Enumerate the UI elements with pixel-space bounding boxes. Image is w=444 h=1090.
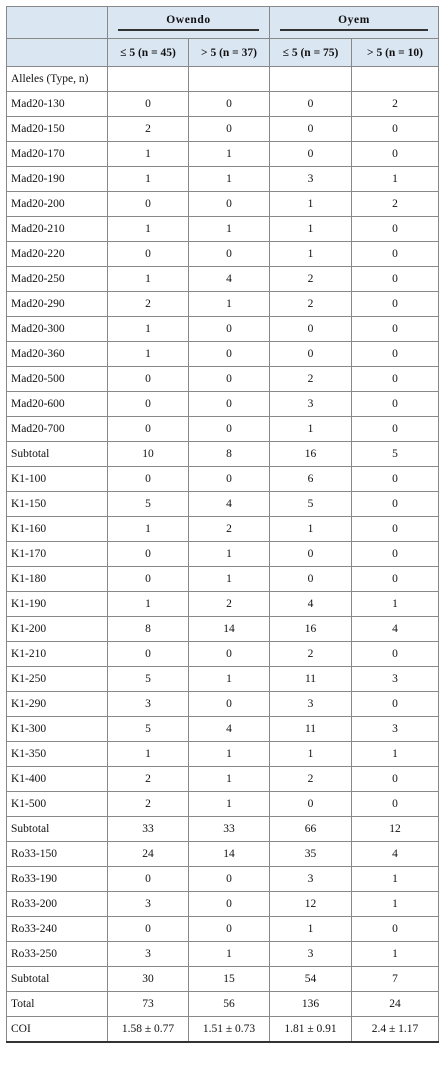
table-cell: 0 — [352, 692, 439, 717]
table-cell: 0 — [270, 567, 352, 592]
table-row — [7, 492, 439, 517]
table-row — [7, 317, 439, 342]
table-cell: 0 — [352, 317, 439, 342]
row-label: Mad20-360 — [7, 342, 108, 367]
table-row — [7, 967, 439, 992]
table-cell — [189, 67, 270, 92]
table-cell: 1 — [270, 417, 352, 442]
group-header-owendo — [108, 7, 270, 39]
row-label: K1-350 — [7, 742, 108, 767]
table-cell: 0 — [270, 342, 352, 367]
table-row — [7, 692, 439, 717]
table-cell: 0 — [108, 192, 189, 217]
table-row — [7, 667, 439, 692]
table-cell: 0 — [352, 267, 439, 292]
table-cell: 16 — [270, 617, 352, 642]
table-cell: 1 — [189, 542, 270, 567]
row-label: Ro33-250 — [7, 942, 108, 967]
table-cell: 0 — [189, 642, 270, 667]
table-cell: 3 — [270, 942, 352, 967]
table-cell: 4 — [189, 492, 270, 517]
table-row — [7, 542, 439, 567]
table-cell: 1 — [189, 767, 270, 792]
table-cell: 2 — [270, 367, 352, 392]
row-label: Mad20-290 — [7, 292, 108, 317]
table-cell: 2 — [270, 267, 352, 292]
table-cell: 1 — [270, 217, 352, 242]
table-cell: 5 — [352, 442, 439, 467]
table-cell: 2 — [108, 767, 189, 792]
table-cell: 0 — [108, 642, 189, 667]
table-row — [7, 117, 439, 142]
table-cell: 1 — [270, 917, 352, 942]
table-body — [7, 67, 439, 1042]
row-label: K1-170 — [7, 542, 108, 567]
table-cell: 4 — [270, 592, 352, 617]
table-cell: 0 — [189, 917, 270, 942]
table-cell: 15 — [189, 967, 270, 992]
table-cell: 1 — [189, 217, 270, 242]
table-cell: 1.58 ± 0.77 — [108, 1017, 189, 1042]
table-cell: 1 — [189, 792, 270, 817]
table-cell: 33 — [108, 817, 189, 842]
table-cell: 54 — [270, 967, 352, 992]
table-cell — [108, 67, 189, 92]
table-row — [7, 217, 439, 242]
table-cell: 3 — [352, 717, 439, 742]
table-row — [7, 842, 439, 867]
table-row — [7, 292, 439, 317]
table-row — [7, 617, 439, 642]
table-cell: 1 — [189, 567, 270, 592]
table-cell: 1.51 ± 0.73 — [189, 1017, 270, 1042]
table-cell: 66 — [270, 817, 352, 842]
table-row — [7, 192, 439, 217]
table-row — [7, 792, 439, 817]
table-row — [7, 142, 439, 167]
table-cell: 1 — [352, 167, 439, 192]
table-cell: 1 — [108, 217, 189, 242]
group-header-oyem — [270, 7, 439, 39]
table-cell: 0 — [189, 892, 270, 917]
row-label: Subtotal — [7, 817, 108, 842]
row-label: Ro33-200 — [7, 892, 108, 917]
table-cell: 1 — [352, 592, 439, 617]
table-cell: 3 — [108, 692, 189, 717]
table-cell: 0 — [352, 292, 439, 317]
row-label: Alleles (Type, n) — [7, 67, 108, 92]
table-cell: 1 — [108, 742, 189, 767]
table-cell: 35 — [270, 842, 352, 867]
table-row — [7, 717, 439, 742]
table-cell: 2 — [270, 767, 352, 792]
table-cell: 0 — [108, 392, 189, 417]
table-cell: 1 — [108, 592, 189, 617]
table-row — [7, 917, 439, 942]
row-label: Mad20-700 — [7, 417, 108, 442]
table-cell — [270, 67, 352, 92]
table-cell: 7 — [352, 967, 439, 992]
table-cell: 30 — [108, 967, 189, 992]
table-cell: 0 — [189, 117, 270, 142]
corner-cell — [7, 7, 108, 39]
table-cell: 0 — [352, 467, 439, 492]
table-cell: 1 — [270, 517, 352, 542]
table-cell: 0 — [352, 142, 439, 167]
table-cell: 12 — [270, 892, 352, 917]
table-cell: 4 — [189, 717, 270, 742]
table-cell: 0 — [352, 642, 439, 667]
table-row — [7, 92, 439, 117]
row-label: K1-300 — [7, 717, 108, 742]
table-row — [7, 517, 439, 542]
row-label: COI — [7, 1017, 108, 1042]
table-cell: 14 — [189, 842, 270, 867]
table-cell: 0 — [108, 242, 189, 267]
row-label: Ro33-240 — [7, 917, 108, 942]
table-cell: 0 — [189, 692, 270, 717]
subheader-row — [7, 39, 439, 67]
table-cell: 0 — [189, 192, 270, 217]
table-cell: 1 — [108, 142, 189, 167]
row-label: Mad20-170 — [7, 142, 108, 167]
table-row — [7, 992, 439, 1017]
table-cell: 2 — [108, 792, 189, 817]
table-cell: 73 — [108, 992, 189, 1017]
table-cell: 1 — [270, 742, 352, 767]
row-label: Ro33-150 — [7, 842, 108, 867]
row-label: K1-400 — [7, 767, 108, 792]
row-label: K1-210 — [7, 642, 108, 667]
table-row — [7, 642, 439, 667]
row-label: Mad20-130 — [7, 92, 108, 117]
table-cell: 0 — [108, 567, 189, 592]
table-cell: 1 — [189, 667, 270, 692]
table-row — [7, 592, 439, 617]
table-cell: 0 — [108, 917, 189, 942]
table-cell: 0 — [352, 342, 439, 367]
allele-table-container — [6, 6, 438, 1043]
table-cell: 0 — [189, 242, 270, 267]
table-cell: 0 — [352, 517, 439, 542]
subheader-oyem-le5: ≤ 5 (n = 75) — [270, 39, 352, 67]
table-row — [7, 417, 439, 442]
table-row — [7, 367, 439, 392]
table-cell: 136 — [270, 992, 352, 1017]
table-cell: 1 — [108, 342, 189, 367]
table-cell: 2 — [352, 192, 439, 217]
table-cell: 1 — [270, 242, 352, 267]
table-cell: 2 — [189, 592, 270, 617]
row-label: Mad20-220 — [7, 242, 108, 267]
table-cell: 0 — [352, 367, 439, 392]
table-cell: 0 — [352, 392, 439, 417]
table-cell: 8 — [189, 442, 270, 467]
table-row — [7, 1017, 439, 1042]
row-label: Mad20-600 — [7, 392, 108, 417]
table-cell: 11 — [270, 667, 352, 692]
table-cell: 0 — [270, 792, 352, 817]
table-cell: 0 — [270, 142, 352, 167]
table-cell: 0 — [189, 392, 270, 417]
row-label: Ro33-190 — [7, 867, 108, 892]
table-cell: 0 — [352, 792, 439, 817]
table-cell: 33 — [189, 817, 270, 842]
table-cell: 1 — [352, 742, 439, 767]
table-cell: 2.4 ± 1.17 — [352, 1017, 439, 1042]
table-cell: 3 — [352, 667, 439, 692]
table-cell: 0 — [352, 217, 439, 242]
row-label: K1-290 — [7, 692, 108, 717]
table-cell: 0 — [270, 117, 352, 142]
table-row — [7, 442, 439, 467]
table-cell: 1 — [352, 942, 439, 967]
row-label: Mad20-200 — [7, 192, 108, 217]
table-cell: 0 — [189, 367, 270, 392]
table-cell: 10 — [108, 442, 189, 467]
table-cell: 3 — [108, 892, 189, 917]
table-cell: 4 — [352, 842, 439, 867]
table-cell: 8 — [108, 617, 189, 642]
table-cell: 2 — [108, 292, 189, 317]
table-cell: 0 — [270, 542, 352, 567]
table-cell: 0 — [352, 117, 439, 142]
table-cell: 5 — [108, 717, 189, 742]
table-row — [7, 467, 439, 492]
row-label: K1-200 — [7, 617, 108, 642]
table-cell: 0 — [108, 467, 189, 492]
table-cell: 1 — [108, 517, 189, 542]
allele-frequency-table — [6, 6, 439, 1043]
table-cell: 3 — [270, 867, 352, 892]
table-cell: 0 — [189, 467, 270, 492]
table-row — [7, 942, 439, 967]
row-label: K1-180 — [7, 567, 108, 592]
table-cell: 2 — [189, 517, 270, 542]
table-cell: 14 — [189, 617, 270, 642]
row-label: Mad20-250 — [7, 267, 108, 292]
table-row — [7, 242, 439, 267]
row-label: K1-500 — [7, 792, 108, 817]
table-cell: 0 — [270, 92, 352, 117]
table-cell: 5 — [108, 667, 189, 692]
table-cell: 4 — [189, 267, 270, 292]
table-row — [7, 767, 439, 792]
table-cell: 5 — [270, 492, 352, 517]
group-header-row — [7, 7, 439, 39]
row-label: K1-250 — [7, 667, 108, 692]
row-label: Subtotal — [7, 967, 108, 992]
table-header — [7, 7, 439, 67]
table-cell: 3 — [270, 692, 352, 717]
table-cell: 3 — [270, 167, 352, 192]
row-label: Total — [7, 992, 108, 1017]
table-cell: 0 — [352, 767, 439, 792]
table-cell: 6 — [270, 467, 352, 492]
table-cell: 24 — [352, 992, 439, 1017]
table-cell: 0 — [352, 417, 439, 442]
table-cell: 16 — [270, 442, 352, 467]
table-cell: 3 — [270, 392, 352, 417]
table-row — [7, 267, 439, 292]
table-cell: 0 — [108, 417, 189, 442]
table-cell: 0 — [189, 867, 270, 892]
table-cell: 2 — [270, 292, 352, 317]
subheader-corner — [7, 39, 108, 67]
table-cell: 0 — [108, 367, 189, 392]
table-cell: 11 — [270, 717, 352, 742]
table-cell: 1 — [108, 167, 189, 192]
table-cell: 0 — [352, 542, 439, 567]
table-cell: 0 — [270, 317, 352, 342]
subheader-oyem-gt5: > 5 (n = 10) — [352, 39, 439, 67]
table-cell: 1 — [189, 742, 270, 767]
subheader-owendo-gt5: > 5 (n = 37) — [189, 39, 270, 67]
table-cell: 2 — [352, 92, 439, 117]
table-cell: 0 — [189, 342, 270, 367]
table-cell: 1.81 ± 0.91 — [270, 1017, 352, 1042]
table-cell — [352, 67, 439, 92]
table-cell: 1 — [189, 142, 270, 167]
table-cell: 1 — [108, 267, 189, 292]
table-row — [7, 67, 439, 92]
table-cell: 2 — [108, 117, 189, 142]
table-cell: 0 — [352, 917, 439, 942]
table-row — [7, 567, 439, 592]
table-cell: 0 — [352, 242, 439, 267]
table-cell: 1 — [352, 867, 439, 892]
subheader-owendo-le5: ≤ 5 (n = 45) — [108, 39, 189, 67]
table-cell: 56 — [189, 992, 270, 1017]
table-cell: 24 — [108, 842, 189, 867]
table-cell: 12 — [352, 817, 439, 842]
row-label: K1-150 — [7, 492, 108, 517]
table-cell: 0 — [189, 92, 270, 117]
table-cell: 0 — [189, 317, 270, 342]
table-cell: 1 — [189, 167, 270, 192]
table-row — [7, 817, 439, 842]
table-cell: 0 — [108, 542, 189, 567]
table-cell: 0 — [352, 492, 439, 517]
table-cell: 0 — [189, 417, 270, 442]
table-cell: 4 — [352, 617, 439, 642]
row-label: Mad20-210 — [7, 217, 108, 242]
table-cell: 1 — [108, 317, 189, 342]
row-label: Mad20-300 — [7, 317, 108, 342]
row-label: Subtotal — [7, 442, 108, 467]
table-row — [7, 167, 439, 192]
row-label: K1-100 — [7, 467, 108, 492]
table-cell: 1 — [352, 892, 439, 917]
table-cell: 3 — [108, 942, 189, 967]
group-label-owendo: Owendo — [118, 14, 259, 31]
row-label: Mad20-150 — [7, 117, 108, 142]
table-cell: 1 — [270, 192, 352, 217]
table-row — [7, 867, 439, 892]
table-cell: 1 — [189, 942, 270, 967]
table-row — [7, 742, 439, 767]
table-cell: 2 — [270, 642, 352, 667]
table-cell: 0 — [108, 867, 189, 892]
table-row — [7, 342, 439, 367]
row-label: K1-190 — [7, 592, 108, 617]
table-cell: 1 — [189, 292, 270, 317]
table-cell: 0 — [352, 567, 439, 592]
group-label-oyem: Oyem — [280, 14, 428, 31]
table-cell: 5 — [108, 492, 189, 517]
table-cell: 0 — [108, 92, 189, 117]
row-label: Mad20-500 — [7, 367, 108, 392]
row-label: Mad20-190 — [7, 167, 108, 192]
row-label: K1-160 — [7, 517, 108, 542]
table-row — [7, 892, 439, 917]
table-row — [7, 392, 439, 417]
